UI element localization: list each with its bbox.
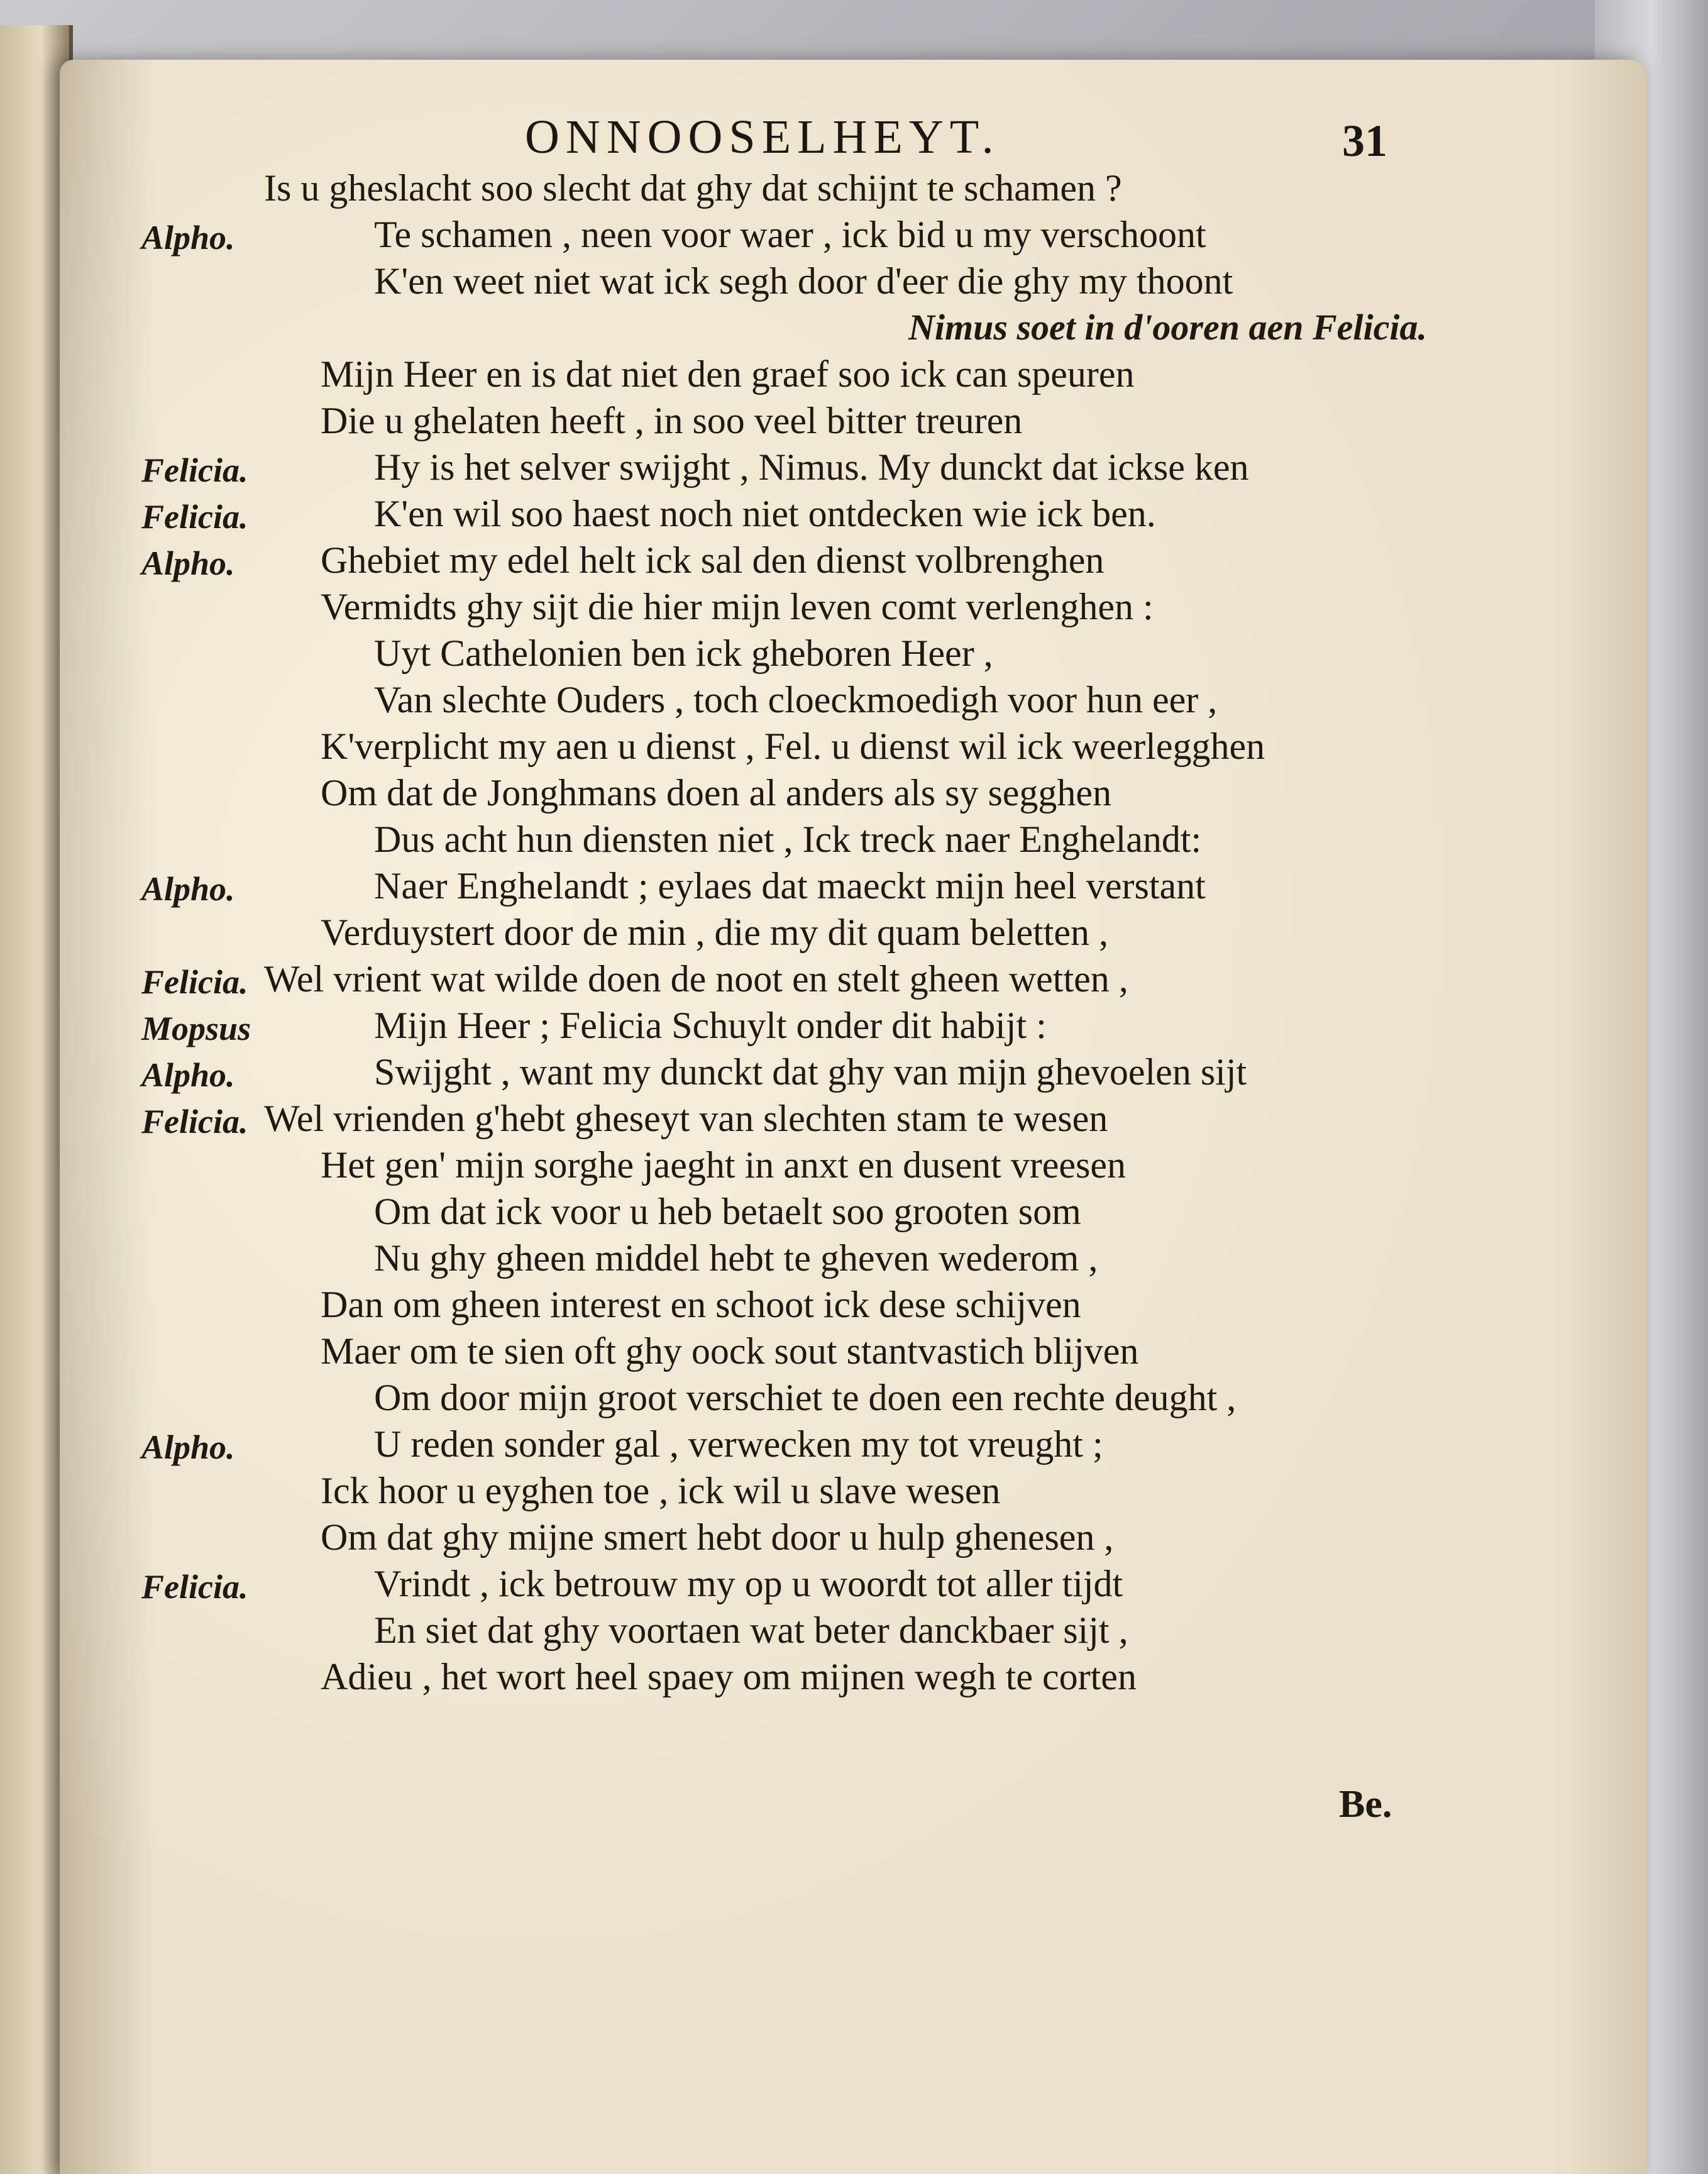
speaker-label: Felicia. — [141, 963, 248, 1001]
verse-text: Het gen' mijn sorghe jaeght in anxt en dusent vreesen — [321, 1144, 1127, 1186]
verse-text: K'en wil soo haest noch niet ontdecken wie ick ben. — [374, 493, 1156, 534]
speaker-label: Alpho. — [141, 544, 235, 582]
verse-text: Vrindt , ick betrouw my op u woordt tot aller tijdt — [374, 1563, 1123, 1604]
verse-text: Ghebiet my edel helt ick sal den dienst volbrenghen — [321, 539, 1105, 581]
verse-text: Om dat ick voor u heb betaelt soo grooten som — [374, 1191, 1081, 1232]
verse-line — [60, 492, 1647, 539]
verse-line — [60, 1283, 1647, 1330]
verse-line — [60, 539, 1647, 585]
verse-text: Swijght , want my dunckt dat ghy van mijn ghevoelen sijt — [374, 1051, 1247, 1093]
verse-text: Dus acht hun diensten niet , Ick treck naer Enghelandt: — [374, 819, 1202, 860]
verse-text: Verduystert door de min , die my dit quam beletten , — [321, 912, 1109, 953]
speaker-label: Alpho. — [141, 1428, 235, 1466]
catchword: Be. — [1339, 1783, 1392, 1826]
verse-line — [60, 1469, 1647, 1516]
verse-line — [60, 678, 1647, 725]
verse-text: En siet dat ghy voortaen wat beter danckbaer sijt , — [374, 1609, 1128, 1651]
verse-line — [60, 167, 1647, 213]
page-number: 31 — [1342, 116, 1387, 166]
verse-line — [60, 1609, 1647, 1655]
verse-text: Mijn Heer en is dat niet den graef soo ick can speuren — [321, 353, 1135, 395]
verse-line — [60, 1190, 1647, 1237]
verse-text: K'en weet niet wat ick segh door d'eer die ghy my thoont — [374, 260, 1233, 302]
verse-line — [60, 1516, 1647, 1562]
verse-line — [60, 632, 1647, 678]
verse-line — [60, 1562, 1647, 1609]
stage-direction: Nimus soet in d'ooren aen Felicia. — [908, 307, 1427, 348]
verse-text: Uyt Cathelonien ben ick gheboren Heer , — [374, 632, 993, 674]
speaker-label: Felicia. — [141, 498, 248, 536]
verse-line — [60, 725, 1647, 771]
speaker-label: Alpho. — [141, 1056, 235, 1094]
verse-line — [60, 1144, 1647, 1190]
speaker-label: Felicia. — [141, 1103, 248, 1140]
verse-text: Om dat de Jonghmans doen al anders als sy segghen — [321, 772, 1112, 814]
verse-text: K'verplicht my aen u dienst , Fel. u dienst wil ick weerlegghen — [321, 726, 1265, 767]
verse-line — [60, 306, 1647, 353]
verse-text: Wel vrient wat wilde doen de noot en stelt gheen wetten , — [264, 958, 1128, 1000]
verse-line — [60, 957, 1647, 1004]
verse-text: Van slechte Ouders , toch cloeckmoedigh voor hun eer , — [374, 679, 1218, 720]
verse-line — [60, 1051, 1647, 1097]
running-title: ONNOOSELHEYT. — [525, 111, 1000, 163]
verse-line — [60, 1330, 1647, 1376]
verse-text: Ick hoor u eyghen toe , ick wil u slave wesen — [321, 1470, 1001, 1511]
speaker-label: Felicia. — [141, 1568, 248, 1606]
verse-text: Hy is het selver swijght , Nimus. My dunckt dat ickse ken — [374, 446, 1249, 488]
verse-block — [60, 167, 1647, 1702]
verse-line — [60, 1423, 1647, 1469]
speaker-label: Alpho. — [141, 219, 235, 257]
verse-line — [60, 771, 1647, 818]
verse-text: Die u ghelaten heeft , in soo veel bitter treuren — [321, 400, 1023, 441]
verse-text: Te schamen , neen voor waer , ick bid u my verschoont — [374, 214, 1206, 255]
book-page — [60, 60, 1647, 2174]
verse-text: Adieu , het wort heel spaey om mijnen wegh te corten — [321, 1656, 1137, 1697]
verse-line — [60, 1237, 1647, 1283]
verse-text: Nu ghy gheen middel hebt te gheven wederom , — [374, 1237, 1098, 1279]
verse-line — [60, 1097, 1647, 1144]
verse-text: Naer Enghelandt ; eylaes dat maeckt mijn heel verstant — [374, 865, 1206, 907]
verse-line — [60, 1376, 1647, 1423]
verse-line — [60, 1655, 1647, 1702]
verse-text: Om dat ghy mijne smert hebt door u hulp ghenesen , — [321, 1516, 1114, 1558]
verse-line — [60, 213, 1647, 260]
verse-text: Maer om te sien oft ghy oock sout stantvastich blijven — [321, 1330, 1139, 1372]
verse-text: Mijn Heer ; Felicia Schuylt onder dit habijt : — [374, 1005, 1047, 1046]
speaker-label: Mopsus — [141, 1010, 251, 1047]
verse-text: Is u gheslacht soo slecht dat ghy dat schijnt te schamen ? — [264, 167, 1122, 209]
verse-line — [60, 864, 1647, 911]
verse-line — [60, 353, 1647, 399]
verse-line — [60, 399, 1647, 446]
verse-text: Wel vrienden g'hebt gheseyt van slechten stam te wesen — [264, 1098, 1108, 1139]
verse-text: Dan om gheen interest en schoot ick dese schijven — [321, 1284, 1081, 1325]
speaker-label: Alpho. — [141, 870, 235, 908]
verse-line — [60, 818, 1647, 864]
verse-line — [60, 260, 1647, 306]
verse-text: U reden sonder gal , verwecken my tot vreught ; — [374, 1423, 1103, 1465]
verse-line — [60, 585, 1647, 632]
speaker-label: Felicia. — [141, 451, 248, 489]
verse-text: Om door mijn groot verschiet te doen een rechte deught , — [374, 1377, 1237, 1418]
verse-line — [60, 1004, 1647, 1051]
verse-text: Vermidts ghy sijt die hier mijn leven comt verlenghen : — [321, 586, 1154, 627]
verse-line — [60, 446, 1647, 492]
verse-line — [60, 911, 1647, 957]
